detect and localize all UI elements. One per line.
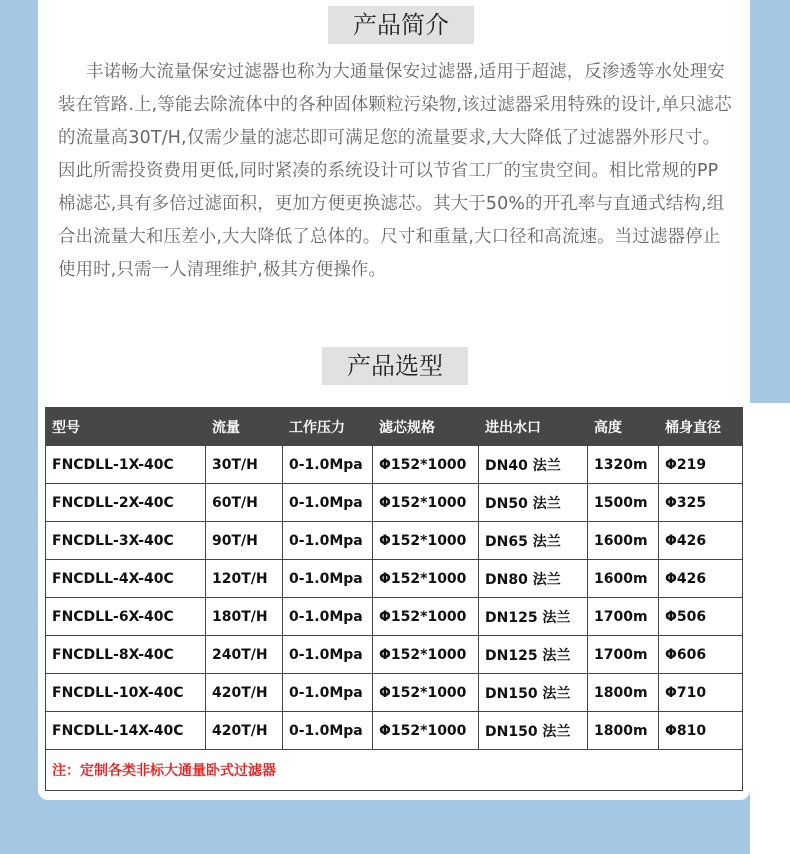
cell-pressure: 0-1.0Mpa — [283, 712, 373, 750]
cell-flow: 120T/H — [206, 560, 283, 598]
cell-height: 1320m — [588, 446, 659, 484]
cell-diameter: Φ810 — [659, 712, 743, 750]
cell-cartridge: Φ152*1000 — [373, 712, 479, 750]
intro-text: 丰诺畅大流量保安过滤器也称为大通量保安过滤器,适用于超滤，反渗透等水处理安装在管路.上,等能去除流体中的各种固体颗粒污染物,该过滤器采用特殊的设计,单只滤芯的流量高30T/H,仅需少量的滤芯即可满足您的流量要求,大大降低了过滤器外形尺寸。因此所需投资费用更低,同时紧凑的系统设计可以节省工厂的宝贵空间。相比常规的PP棉滤芯,具有多倍过滤面积，更加方便更换滤芯。其大于50%的开孔率与直通式结构,组合出流量大和压差小,大大降低了总体的。尺寸和重量,大口径和高流速。当过滤器停止使用时,只需一人清理维护,极其方便操作。 — [58, 62, 732, 280]
header-cartridge: 滤芯规格 — [373, 408, 479, 446]
table-row — [46, 674, 743, 712]
table-row — [46, 560, 743, 598]
cell-height: 1800m — [588, 674, 659, 712]
cell-diameter: Φ606 — [659, 636, 743, 674]
cell-diameter: Φ426 — [659, 522, 743, 560]
intro-title: 产品简介 — [328, 6, 474, 44]
selection-title: 产品选型 — [322, 347, 468, 385]
header-pressure: 工作压力 — [283, 408, 373, 446]
cell-cartridge: Φ152*1000 — [373, 560, 479, 598]
header-port: 进出水口 — [479, 408, 588, 446]
cell-flow: 180T/H — [206, 598, 283, 636]
cell-port: DN125 法兰 — [479, 636, 588, 674]
cell-model: FNCDLL-14X-40C — [46, 712, 206, 750]
cell-pressure: 0-1.0Mpa — [283, 446, 373, 484]
cell-flow: 30T/H — [206, 446, 283, 484]
cell-port: DN150 法兰 — [479, 712, 588, 750]
header-flow: 流量 — [206, 408, 283, 446]
cell-port: DN125 法兰 — [479, 598, 588, 636]
cell-diameter: Φ219 — [659, 446, 743, 484]
table-row — [46, 712, 743, 750]
header-model: 型号 — [46, 408, 206, 446]
background-panel — [750, 403, 790, 854]
cell-port: DN150 法兰 — [479, 674, 588, 712]
cell-flow: 420T/H — [206, 712, 283, 750]
cell-height: 1700m — [588, 636, 659, 674]
cell-pressure: 0-1.0Mpa — [283, 636, 373, 674]
cell-model: FNCDLL-2X-40C — [46, 484, 206, 522]
cell-flow: 60T/H — [206, 484, 283, 522]
table-row — [46, 446, 743, 484]
table-row — [46, 484, 743, 522]
cell-cartridge: Φ152*1000 — [373, 636, 479, 674]
cell-diameter: Φ506 — [659, 598, 743, 636]
table-note-row — [46, 750, 743, 791]
table-header-row — [46, 408, 743, 446]
cell-port: DN65 法兰 — [479, 522, 588, 560]
selection-table — [45, 407, 743, 791]
cell-diameter: Φ426 — [659, 560, 743, 598]
cell-pressure: 0-1.0Mpa — [283, 522, 373, 560]
cell-flow: 90T/H — [206, 522, 283, 560]
cell-height: 1600m — [588, 522, 659, 560]
cell-cartridge: Φ152*1000 — [373, 484, 479, 522]
cell-pressure: 0-1.0Mpa — [283, 598, 373, 636]
cell-port: DN50 法兰 — [479, 484, 588, 522]
cell-height: 1700m — [588, 598, 659, 636]
header-diameter: 桶身直径 — [659, 408, 743, 446]
table-row — [46, 598, 743, 636]
cell-model: FNCDLL-10X-40C — [46, 674, 206, 712]
cell-model: FNCDLL-1X-40C — [46, 446, 206, 484]
cell-model: FNCDLL-4X-40C — [46, 560, 206, 598]
table-note: 注：定制各类非标大通量卧式过滤器 — [46, 750, 743, 791]
cell-model: FNCDLL-8X-40C — [46, 636, 206, 674]
cell-cartridge: Φ152*1000 — [373, 674, 479, 712]
cell-pressure: 0-1.0Mpa — [283, 484, 373, 522]
cell-cartridge: Φ152*1000 — [373, 598, 479, 636]
header-height: 高度 — [588, 408, 659, 446]
cell-port: DN80 法兰 — [479, 560, 588, 598]
cell-diameter: Φ325 — [659, 484, 743, 522]
cell-height: 1600m — [588, 560, 659, 598]
cell-height: 1800m — [588, 712, 659, 750]
table-row — [46, 636, 743, 674]
cell-diameter: Φ710 — [659, 674, 743, 712]
cell-model: FNCDLL-3X-40C — [46, 522, 206, 560]
cell-flow: 420T/H — [206, 674, 283, 712]
cell-model: FNCDLL-6X-40C — [46, 598, 206, 636]
cell-port: DN40 法兰 — [479, 446, 588, 484]
cell-pressure: 0-1.0Mpa — [283, 674, 373, 712]
cell-flow: 240T/H — [206, 636, 283, 674]
cell-cartridge: Φ152*1000 — [373, 446, 479, 484]
cell-cartridge: Φ152*1000 — [373, 522, 479, 560]
table-row — [46, 522, 743, 560]
cell-pressure: 0-1.0Mpa — [283, 560, 373, 598]
cell-height: 1500m — [588, 484, 659, 522]
